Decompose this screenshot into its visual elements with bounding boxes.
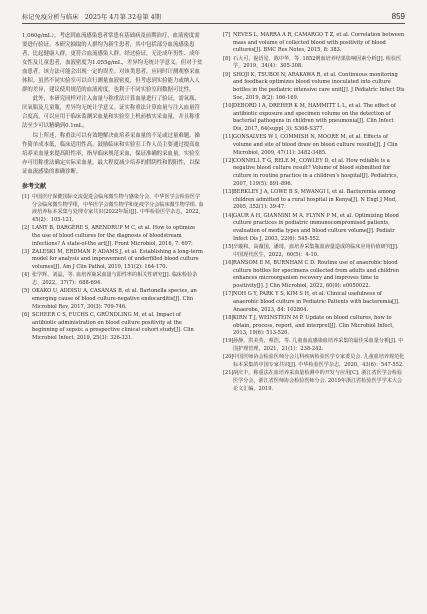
reference-text: RANSOM E M, BURNHAM C D. Routine use of anaerobic blood culture bottles for specimens collected from adults and children enhances microorganism recovery and improves time to positivity[J]. J Clin Microbiol, 2022, 60(9): e0050022. [233, 259, 400, 289]
reference-list-right [223, 32, 405, 393]
reference-text: 胡庆丰，称重法在血培养采血量检测中的开发与应用[C]. 浙江省医学会检验医学分会，浙江省医师协会检验医师分会. 2019年浙江省检验医学学术大会论文汇编，2019. [233, 370, 403, 392]
reference-number: [4] [22, 272, 30, 279]
reference-entry [223, 244, 405, 259]
reference-entry [22, 272, 204, 287]
right-column [223, 32, 405, 394]
reference-text: NEVES L, MARRA A R, CAMARGO T Z, et al. Correlation between mass and volume of collected blood with positivity of blood cultures[J]. BMC Res Notes, 2015, 8: 383. [233, 32, 405, 54]
reference-text: SCHEER C S, FUCHS C, GRÜNDLING M, et al. Impact of antibiotic administration on blood culture positivity at the beginning of sepsis: a prospective clinical cohort study[J]. Clin Microbiol Infect, 2019, 25(3): 326-331. [32, 311, 194, 341]
reference-entry [223, 56, 405, 71]
reference-number: [9] [223, 71, 231, 78]
reference-number: [17] [223, 291, 234, 298]
reference-entry [22, 288, 204, 311]
body-paragraph: 综上所述，称重法可以有效地解决血培养采血量的不足或过量难题，操作简单成本低，临床适用性高。鼓励临床和实验室工作人员主要通过提高血培养采血量来提高阳性率，指导临床规范采血，保证准确的采血量。实验室亦可用称重法确定实际采血量，最大程度减少培养的假阴性和假阳性，以保证血流感染的准确诊断。 [22, 132, 200, 175]
reference-entry [22, 225, 204, 248]
reference-number: [5] [22, 288, 30, 295]
reference-text: LAMY B, DARGÈRE S, ARENDRUP M C, et al. How to optimize the use of blood cultures for the diagnosis of bloodstream infections? A state-of-the art[J]. Front Microbiol, 2016, 7: 697. [32, 225, 196, 247]
reference-entry [22, 194, 204, 225]
reference-entry [223, 72, 405, 103]
reference-entry [223, 32, 405, 55]
reference-text: BERKLEY J A, LOWE B S, MWANGI I, et al. Bacteremia among children admitted to a rural hospital in Kenya[J]. N Engl J Med, 2005, 352(1): 39-47. [233, 189, 397, 211]
reference-number: [20] [223, 354, 234, 361]
reference-number: [16] [223, 259, 234, 266]
reference-list-left [22, 194, 204, 343]
reference-number: [21] [223, 370, 234, 377]
reference-text: 中国医师协会检验医师分会儿科疾病检验医学专家委员会. 儿童血培养规范化标本采集的中国专家共识[J]. 中华检验医学杂志，2020，43(6)：547-552. [233, 354, 405, 369]
reference-number: [6] [22, 311, 30, 318]
page-number: 859 [391, 12, 405, 21]
reference-entry [22, 312, 204, 343]
reference-number: [18] [223, 314, 234, 321]
reference-text: GAUR A H, GIANNINI M A, FLYNN P M, et al. Optimizing blood culture practices in pediatric immunocompromised patients, evaluation of media types and blood culture volume[J]. Pediatr Infect Dis J, 2003, 22(6): 545-552. [233, 212, 399, 242]
reference-entry [223, 315, 405, 338]
reference-entry [223, 189, 405, 212]
reference-text: NOH G Y, PARK Y S, KIM S H, et al. Clinical usefulness of anaerobic blood culture in Pediatric Patients with bacteremia[J]. Anaerobe, 2023, 84: 102804. [233, 291, 400, 313]
reference-number: [3] [22, 248, 30, 255]
reference-number: [1] [22, 193, 30, 200]
journal-citation: 标记免疫分析与临床 2025年 4月第 32卷第 4期 [22, 14, 162, 21]
reference-text: 辛璇和，高薇国，潘琦，血培养采集瓶血液量造成的临床应用价值研究[J]. 中国现代医生，2022，60(5)：4-10. [233, 243, 399, 258]
reference-entry [223, 103, 405, 134]
reference-number: [15] [223, 243, 234, 250]
reference-number: [14] [223, 212, 234, 219]
reference-number: [2] [22, 225, 30, 232]
reference-text: 孙静，洪美英，蔡浩，等. 儿童血流感染血培养采集的最佳采血量分析[J]. 中国护理管理，2021，21(1)：238-242. [233, 338, 404, 353]
references-heading: 参考文献 [22, 182, 47, 190]
reference-number: [8] [223, 55, 231, 62]
reference-number: [11] [223, 134, 234, 141]
reference-text: SHOJI K, TSUBOI N, ARAKAWA R, et al. Continuous monitoring and feedback optimizes blood volume inoculated into culture bottles in the pediatric intensive care unit[J]. J Pediatric Infect Dis Soc, 2019, 8(2): 166-169. [233, 71, 405, 101]
reference-number: [19] [223, 338, 234, 345]
body-paragraph: 1,060g/mL），考虑到血流感染患者常患有基础病及前期治疗，血液密度需要进行验证。本研究抽取的人群均为新生患者，其中包括部分血流感染患者，比起健康人群，更符合血流感染人群。经过验证，无论成年男性、成年女性及儿童患者，血液密度为1.055g/mL，差异均无统计学意义。但对于贫血患者，该方法可能会出现一定的误差。对该类患者，应同时计测观察采血体积。虽然不同实验室可以自行测量血液密度，但考虑到实验能力或纳入人群的差异，建议使用规范的血液密度，也利于不同实验室间数据可比性。 [22, 33, 203, 94]
reference-text: 中国医疗保健国际交流促进会临床微生物与感染分会，中华医学会检验医学分会临床微生物学组，中华医学会微生物学和免疫学分会临床微生物学组. 血液培养标本采集与处理专家共识(2022年版)[J]. 中华检验医学杂志，2022，45(2)：105-121. [32, 193, 204, 223]
reference-text: 张学辉，刘晶，等. 血培养瓶采血量与阳性率的相关性研究[J]. 临床检验杂志，2022，37(7)：688-694. [32, 272, 198, 287]
reference-entry [223, 354, 405, 369]
reference-text: ZALESKI M, ERDMAN P, ADAMS J, et al. Establishing a long-term model for analysis and improvement of underfilled blood culture volumes[J]. Am J Clin Pathol, 2019, 151(2): 164-170. [32, 248, 203, 271]
reference-entry [223, 134, 405, 157]
reference-number: [7] [223, 32, 231, 38]
running-header [22, 12, 405, 24]
reference-text: GONSALVES W I, COMMISH N, MOORE M, et al. Effects of volume and site of blood draw on blood culture results[J]. J Clin Microbiol, 2009, 47(11): 3482-3485. [233, 134, 398, 156]
reference-text: KIRN T J, WEINSTEIN M P. Update on blood cultures, how to obtain, process, report, and interpret[J]. Clin Microbiol Infect, 2013, 19(6): 513-520. [233, 314, 394, 337]
reference-text: OKAKO U, ADDISU A, CASANAS B, et al. Bartonella species, an emerging cause of blood culture-negative endocarditis[J]. Clin Microbiol Rev, 2017, 30(3): 709-746. [32, 288, 197, 310]
reference-number: [12] [223, 157, 234, 164]
reference-entry [223, 213, 405, 244]
two-column-body [22, 32, 405, 394]
body-paragraph: 此外，本研究同样对注入血量与称重法计算血量进行了验证，需氧瓶、厌氧瓶及儿童瓶，差异均无统计学意义。证实称重法计算血量与注入血量符合度高，可以应用于临床监测采血量和实验室上机前核实采血量，并且称重法至少可以精确到0.1mL。 [22, 96, 200, 130]
reference-entry [22, 249, 204, 272]
reference-number: [13] [223, 189, 234, 196]
reference-number: [10] [223, 102, 234, 109]
reference-text: 石大可，倪语星，陈中华，等. 1852例血培养结果影响因素分析[J]. 检验医学，2019，34(4)：305-308. [233, 55, 402, 70]
reference-text: DEBORD I A, DREHER K M, HAMMITT L L, et al. The effect of antibiotic exposure and specimen volume on the detection of bacterial pathogens in children with pneumonia[J]. Clin Infect Dis, 2017, 64(suppl_3): S368-S377. [233, 102, 396, 132]
reference-entry [223, 370, 405, 393]
reference-entry [223, 158, 405, 189]
reference-entry [223, 260, 405, 291]
reference-entry [223, 338, 405, 353]
left-column [22, 32, 204, 394]
reference-entry [223, 291, 405, 314]
reference-text: CONNELL T G, RELE M, COWLEY D, et al. How reliable is a negative blood culture result? Volume of blood submitted for culture in routine practice in a children's hospital[J]. Pediatrics, 2007, 119(5): 891-896. [233, 157, 399, 187]
